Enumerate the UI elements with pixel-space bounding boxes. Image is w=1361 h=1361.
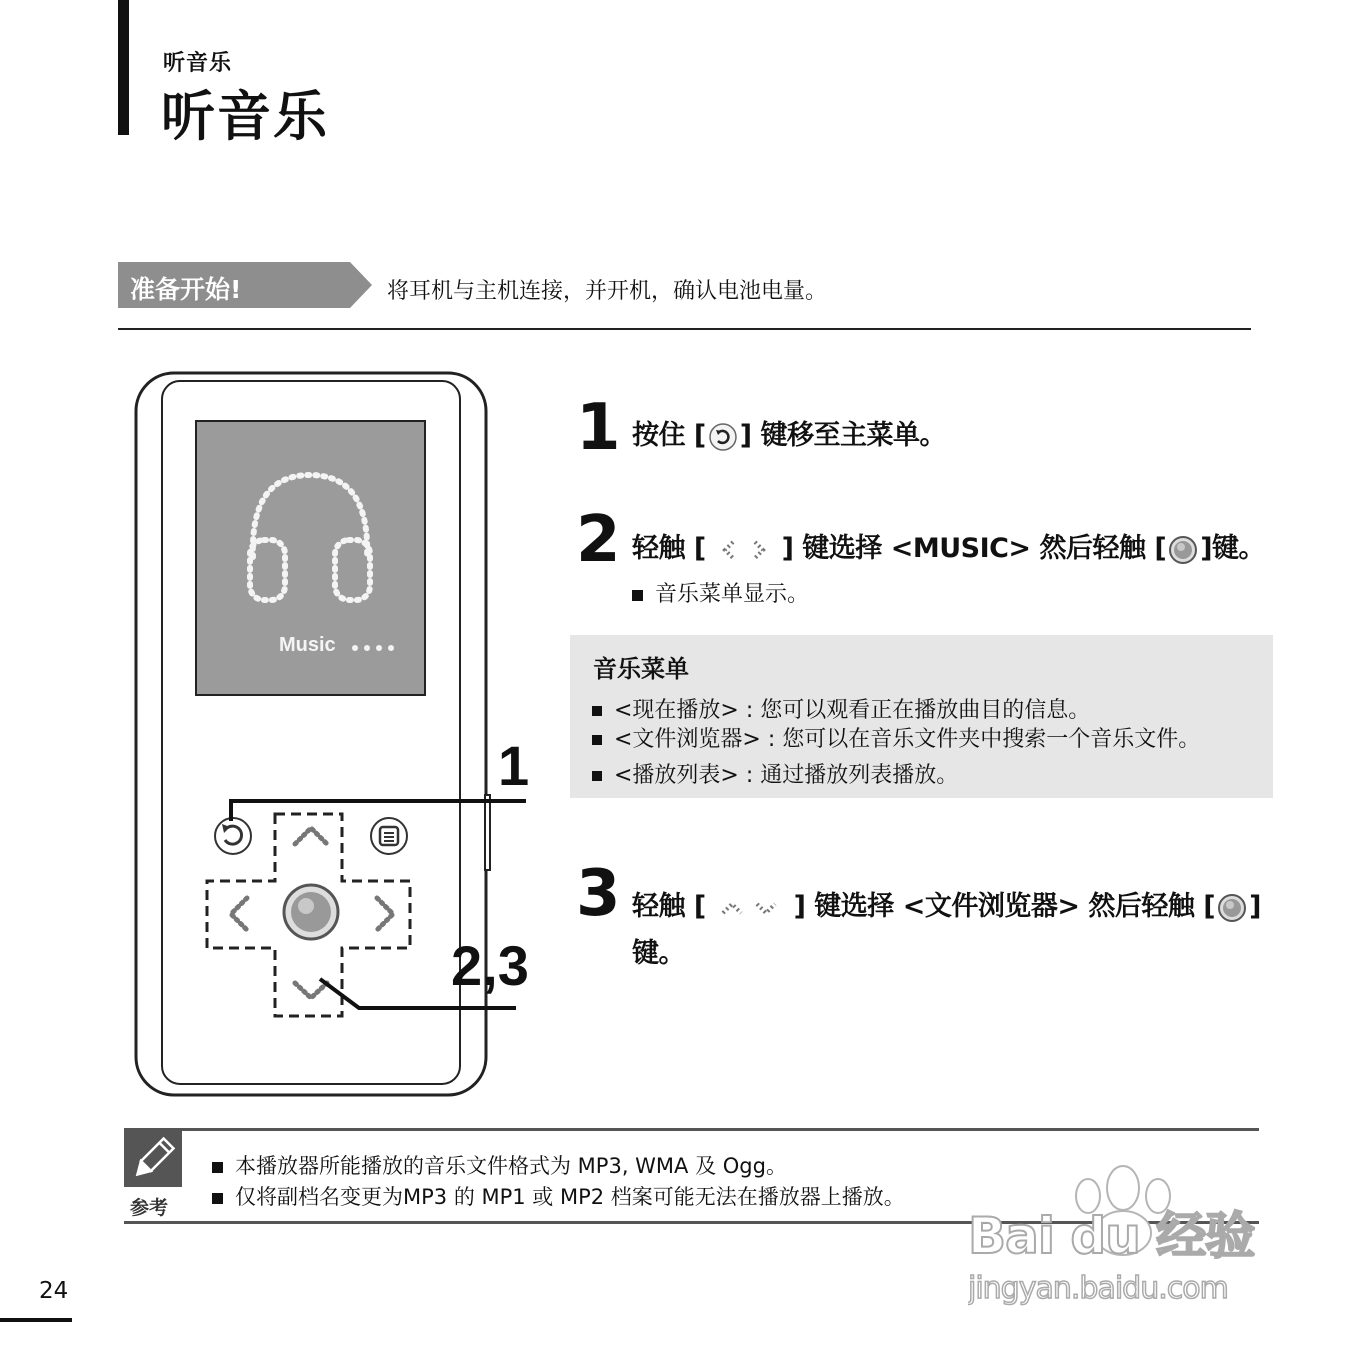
step-3-part: 轻触 [ [632,891,706,922]
bullet [212,1162,223,1173]
step-1-part: 键移至主菜单。 [760,420,946,451]
back-icon [708,422,738,452]
ready-tag [118,262,372,308]
ready-instruction: 将耳机与主机连接，并开机，确认电池电量。 [387,279,828,304]
step-2-note [632,577,809,608]
side-button [485,795,490,870]
note-line-text: 本播放器所能播放的音乐文件格式为 MP3, WMA 及 Ogg。 [235,1154,787,1178]
menu-item-text: <播放列表> : 通过播放列表播放。 [614,763,959,788]
pencil-icon [124,1131,182,1187]
page-number-rule [0,1318,72,1322]
menu-item-text: <文件浏览器> : 您可以在音乐文件夹中搜索一个音乐文件。 [614,727,1201,752]
step-3-part: ] 键选择 <文件浏览器> 然后轻触 [ [793,891,1216,922]
step-2-part: ] 键选择 <MUSIC> 然后轻触 [ [781,533,1167,564]
step-number-2: 2 [576,503,621,577]
up-down-arrows-icon [717,894,783,922]
step-2-note-text: 音乐菜单显示。 [655,582,810,607]
step-2-text [632,526,1265,565]
step-1-text [632,413,946,452]
callout-two-three: 2,3 [451,934,529,997]
watermark-brand: Bai du 经验 [968,1207,1255,1265]
menu-item [592,758,958,789]
note-top-rule [124,1128,1259,1131]
menu-icon [371,818,407,854]
step-1-part: 按住 [632,420,685,451]
step-3-text-cont: 键。 [632,938,685,969]
select-button-icon [284,885,338,939]
step-3-part: ] [1249,891,1261,922]
back-icon [215,818,251,854]
step-2-part: 轻触 [ [632,533,706,564]
callout-one: 1 [498,734,530,797]
menu-item [592,693,1090,724]
section-bar [118,0,129,135]
select-button-icon [1217,893,1247,923]
step-3-text [632,884,1261,923]
note-line [212,1181,905,1211]
note-line [212,1150,787,1180]
step-number-3: 3 [576,857,621,931]
screen-label: Music [279,634,336,656]
bullet [212,1193,223,1204]
watermark-url: jingyan.baidu.com [968,1271,1228,1306]
step-number-1: 1 [576,391,621,465]
note-icon-box [124,1131,182,1187]
baidu-watermark [968,1158,1288,1312]
left-right-arrows-icon [717,536,771,564]
divider [118,328,1251,330]
ready-tag-label: 准备开始! [130,275,242,304]
bullet [632,590,643,601]
bullet [592,706,602,716]
page-title: 听音乐 [161,85,329,148]
menu-item-text: <现在播放> : 您可以观看正在播放曲目的信息。 [614,698,1091,723]
note-label: 参考 [130,1197,169,1219]
page-number: 24 [39,1278,69,1304]
select-button-icon [1168,535,1198,565]
note-line-text: 仅将副档名变更为MP3 的 MP1 或 MP2 档案可能无法在播放器上播放。 [235,1185,905,1209]
bullet [592,771,602,781]
music-menu-title: 音乐菜单 [593,655,689,683]
step-2-part: ]键。 [1200,533,1266,564]
section-kicker: 听音乐 [163,51,233,76]
player-illustration [130,365,550,1109]
bullet [592,735,602,745]
menu-item [592,722,1200,753]
step-1-part: [ [693,420,706,451]
step-1-part: ] [739,420,752,451]
music-menu-box [570,635,1273,798]
